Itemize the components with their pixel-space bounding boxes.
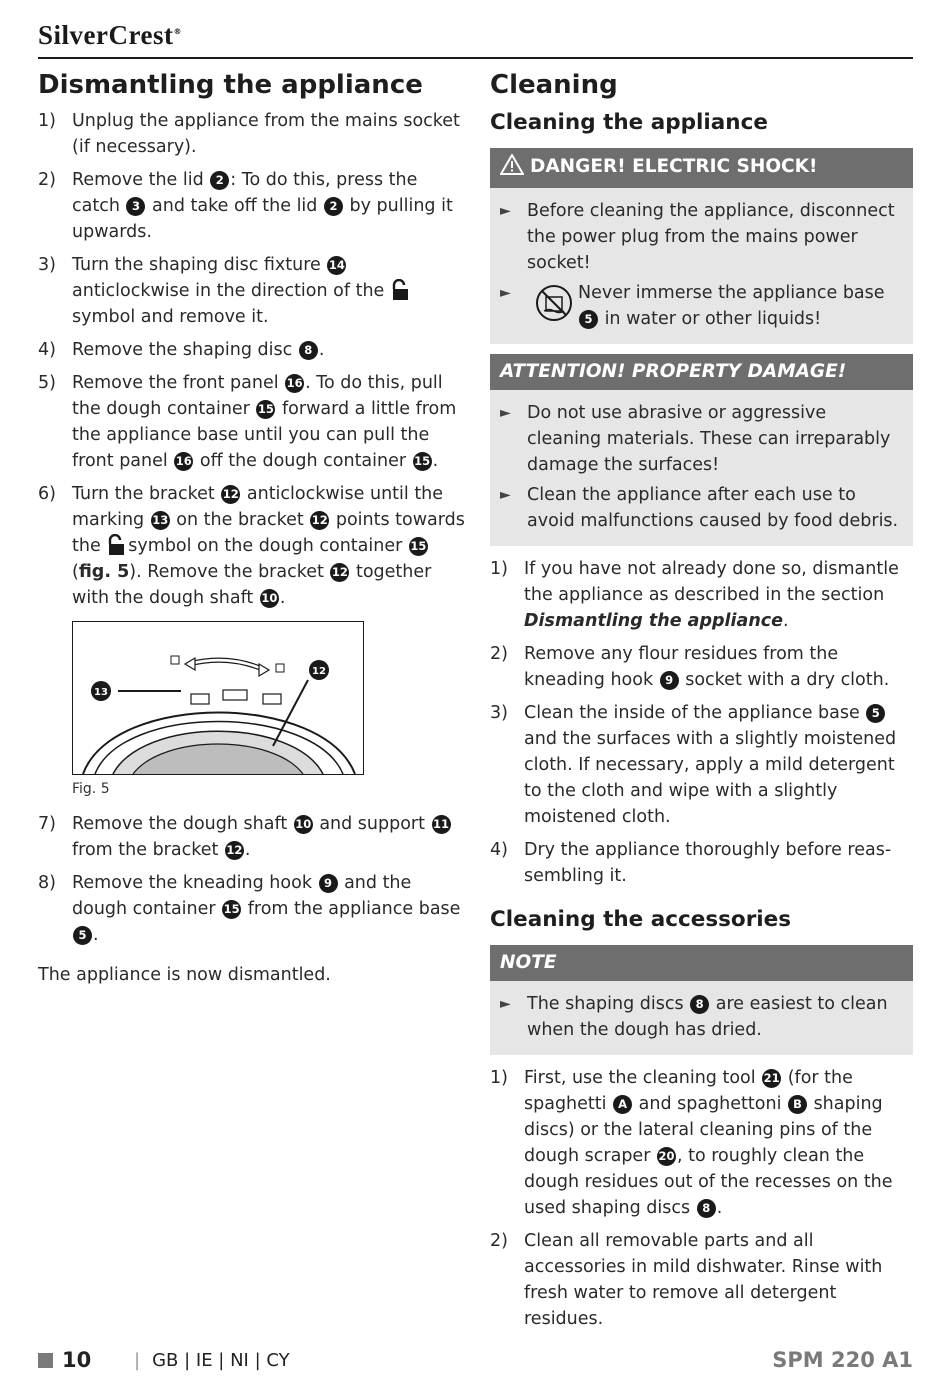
ref-badge: 10 bbox=[260, 589, 279, 608]
ref-badge: 9 bbox=[660, 671, 679, 690]
ref-badge: 15 bbox=[222, 900, 241, 919]
subtitle-cleaning-accessories: Cleaning the accessories bbox=[490, 907, 792, 932]
ref-badge: 16 bbox=[174, 452, 193, 471]
list-item: 8) Remove the kneading hook 9 and the dough container 15 from the appliance base 5 . bbox=[38, 873, 461, 945]
ref-badge: 2 bbox=[324, 197, 343, 216]
list-item: ► Do not use abrasive or aggressive cleaning materials. These can irreparably damage the surfaces! bbox=[498, 400, 905, 478]
ref-badge: 8 bbox=[299, 341, 318, 360]
list-item: ► Clean the appliance after each use to avoid malfunctions caused by food debris. bbox=[498, 482, 905, 534]
arrow-icon: ► bbox=[500, 487, 511, 503]
list-item: 1) If you have not already done so, dismantle the appliance as described in the section Dismantling the appliance. bbox=[490, 559, 899, 631]
model-number: SPM 220 A1 bbox=[772, 1348, 913, 1372]
section-title-cleaning: Cleaning bbox=[490, 70, 618, 100]
ref-badge: 3 bbox=[126, 197, 145, 216]
attention-header: ATTENTION! PROPERTY DAMAGE! bbox=[490, 354, 913, 390]
ref-badge: 21 bbox=[762, 1069, 781, 1088]
unlock-icon bbox=[106, 534, 126, 554]
no-immerse-icon bbox=[534, 283, 574, 331]
fig-label-12: 12 bbox=[312, 666, 326, 677]
arrow-icon: ► bbox=[500, 285, 511, 301]
list-item: 3) Clean the inside of the appliance base 5 and the surfaces with a slightly moistened cloth. If necessary, apply a mild detergent to the cloth and wipe with a slightly moistened cloth. bbox=[490, 703, 897, 827]
page-footer bbox=[38, 1346, 913, 1378]
ref-badge: 5 bbox=[866, 704, 885, 723]
list-item: 4) Dry the appliance thoroughly before reas-sembling it. bbox=[490, 840, 892, 886]
list-item: ► The shaping discs 8 are easiest to clean when the dough has dried. bbox=[498, 991, 905, 1043]
dismantling-steps-cont bbox=[38, 811, 468, 948]
footer-square-icon bbox=[38, 1353, 53, 1368]
arrow-icon: ► bbox=[500, 996, 511, 1012]
bracket-diagram bbox=[73, 622, 363, 774]
brand-logo: SilverCrest® bbox=[38, 20, 182, 50]
right-column bbox=[490, 64, 913, 1339]
ref-badge: 5 bbox=[579, 310, 598, 329]
attention-box bbox=[490, 354, 913, 546]
ref-badge: 12 bbox=[310, 511, 329, 530]
figure-caption: Fig. 5 bbox=[72, 781, 110, 797]
ref-badge: 9 bbox=[319, 874, 338, 893]
ref-badge: 12 bbox=[330, 563, 349, 582]
ref-badge: 8 bbox=[690, 995, 709, 1014]
language-codes: | GB | IE | NI | CY bbox=[134, 1350, 290, 1371]
list-item: 2) Remove any flour residues from the kneading hook 9 socket with a dry cloth. bbox=[490, 644, 890, 690]
ref-badge: 20 bbox=[657, 1147, 676, 1166]
ref-badge: 2 bbox=[210, 171, 229, 190]
ref-badge: 11 bbox=[432, 815, 451, 834]
fig-label-13: 13 bbox=[94, 687, 108, 698]
list-item: 4) Remove the shaping disc 8 . bbox=[38, 340, 325, 360]
list-item: 1) First, use the cleaning tool 21 (for the spaghetti A and spaghettoni B shaping discs) or the lateral cleaning pins of the dough scraper 20 , to roughly clean the dough residues out of the recesses on the used shaping discs 8 . bbox=[490, 1068, 893, 1218]
list-item: 1) Unplug the appliance from the mains socket (if necessary). bbox=[38, 111, 460, 157]
arrow-icon: ► bbox=[500, 405, 511, 421]
ref-badge: 15 bbox=[413, 452, 432, 471]
header-rule bbox=[38, 57, 913, 59]
warning-triangle-icon bbox=[500, 154, 524, 182]
ref-badge: B bbox=[788, 1095, 807, 1114]
ref-badge: 14 bbox=[327, 256, 346, 275]
note-box bbox=[490, 945, 913, 1055]
ref-badge: 8 bbox=[697, 1199, 716, 1218]
cleaning-steps bbox=[490, 556, 913, 889]
ref-badge: 10 bbox=[294, 815, 313, 834]
ref-badge: 16 bbox=[285, 374, 304, 393]
list-item: ► Before cleaning the appliance, disconnect the power plug from the mains power socket! bbox=[498, 198, 905, 276]
accessory-steps bbox=[490, 1065, 913, 1332]
ref-badge: 15 bbox=[409, 537, 428, 556]
ref-badge: 12 bbox=[225, 841, 244, 860]
danger-header: DANGER! ELECTRIC SHOCK! bbox=[490, 148, 913, 188]
subtitle-cleaning-appliance: Cleaning the appliance bbox=[490, 110, 768, 135]
danger-box bbox=[490, 148, 913, 344]
page-number: 10 bbox=[62, 1348, 92, 1372]
list-item: 6) Turn the bracket 12 anticlockwise until the marking 13 on the bracket 12 points towards the symbol on the dough container 15 (fig. 5). Remove the bracket 12 together with the dough shaft 10 . bbox=[38, 484, 465, 608]
list-item: 7) Remove the dough shaft 10 and support 11 from the bracket 12 . bbox=[38, 814, 450, 860]
closing-text: The appliance is now dismantled. bbox=[38, 965, 331, 985]
left-column bbox=[38, 64, 468, 988]
ref-badge: 5 bbox=[73, 926, 92, 945]
unlock-icon bbox=[390, 279, 410, 299]
section-title-dismantling: Dismantling the appliance bbox=[38, 70, 423, 100]
arrow-icon: ► bbox=[500, 203, 511, 219]
ref-badge: A bbox=[613, 1095, 632, 1114]
list-item: 2) Clean all removable parts and all accessories in mild dishwater. Rinse with fresh water to remove all detergent residues. bbox=[490, 1231, 883, 1329]
list-item: 5) Remove the front panel 16 . To do this, pull the dough container 15 forward a little from the appliance base until you can pull the front panel 16 off the dough container 15 . bbox=[38, 373, 457, 471]
figure-5 bbox=[72, 621, 364, 775]
ref-badge: 15 bbox=[256, 400, 275, 419]
dismantling-steps bbox=[38, 108, 468, 611]
note-header: NOTE bbox=[490, 945, 913, 981]
list-item: 2) Remove the lid 2 : To do this, press the catch 3 and take off the lid 2 by pulling it upwards. bbox=[38, 170, 453, 242]
list-item: ► Never immerse the appliance base 5 in water or other liquids! bbox=[498, 280, 905, 332]
ref-badge: 12 bbox=[221, 485, 240, 504]
list-item: 3) Turn the shaping disc fixture 14 anticlockwise in the direction of the symbol and remove it. bbox=[38, 252, 468, 330]
ref-badge: 13 bbox=[151, 511, 170, 530]
